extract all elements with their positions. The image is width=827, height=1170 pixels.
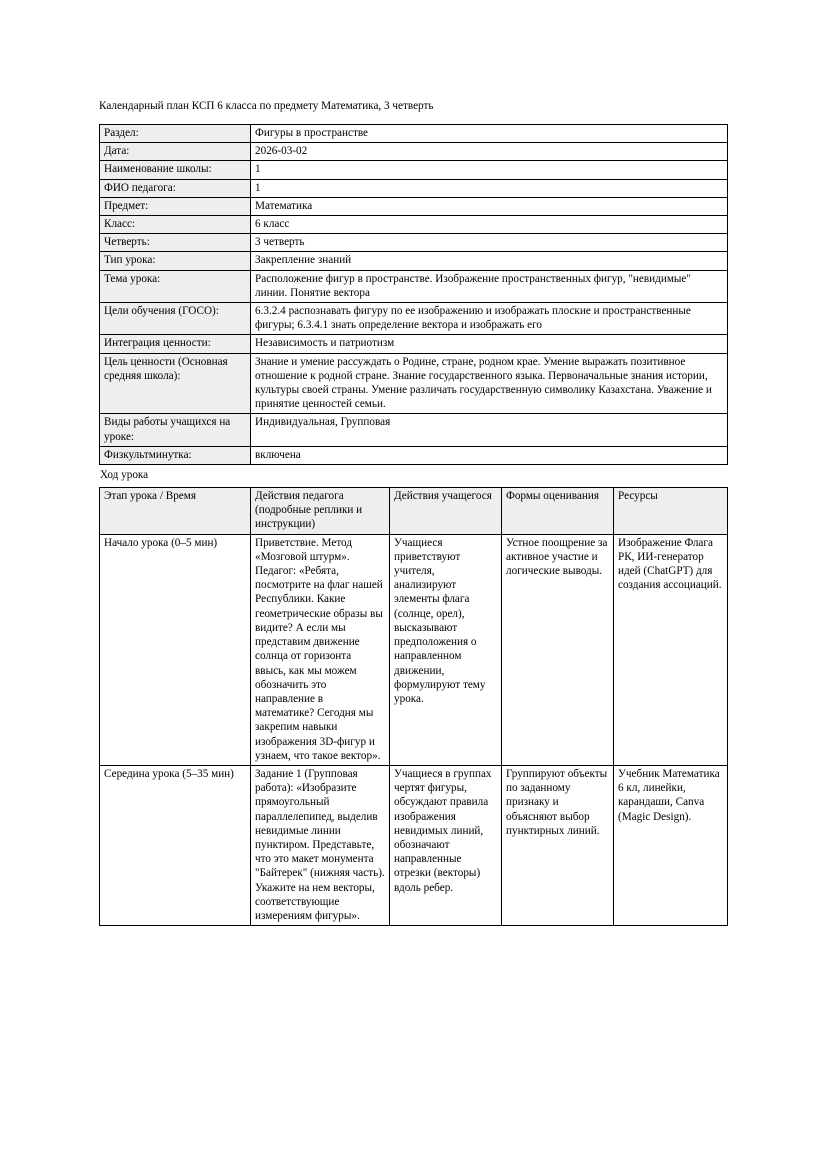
info-label: Интеграция ценности: xyxy=(100,335,251,353)
info-label: Четверть: xyxy=(100,234,251,252)
info-label: Виды работы учащихся на уроке: xyxy=(100,414,251,446)
info-value: 1 xyxy=(251,179,728,197)
section-caption-lesson-flow: Ход урока xyxy=(100,469,149,482)
table-row xyxy=(100,216,728,234)
table-row xyxy=(100,197,728,215)
lesson-flow-header xyxy=(100,488,728,535)
cell-student-actions: Учащиеся приветствуют учителя, анализируют элементы флага (солнце, орел), высказывают предположения о направленном движении, формулируют тему урока. xyxy=(390,534,502,765)
table-header-row xyxy=(100,488,728,535)
cell-assessment-forms: Устное поощрение за активное участие и логические выводы. xyxy=(502,534,614,765)
info-label: Класс: xyxy=(100,216,251,234)
info-label: Физкультминутка: xyxy=(100,446,251,464)
info-value: 6 класс xyxy=(251,216,728,234)
table-row xyxy=(100,353,728,414)
info-label: Раздел: xyxy=(100,125,251,143)
table-row xyxy=(100,179,728,197)
info-label: Предмет: xyxy=(100,197,251,215)
info-label: Цель ценности (Основная средняя школа): xyxy=(100,353,251,414)
column-header-resources: Ресурсы xyxy=(614,488,728,535)
table-row xyxy=(100,161,728,179)
table-row xyxy=(100,446,728,464)
cell-stage: Начало урока (0–5 мин) xyxy=(100,534,251,765)
table-row xyxy=(100,303,728,335)
page-title: Календарный план КСП 6 класса по предмету Математика, 3 четверть xyxy=(99,100,434,112)
table-row xyxy=(100,270,728,302)
cell-stage: Середина урока (5–35 мин) xyxy=(100,765,251,925)
info-label: Дата: xyxy=(100,143,251,161)
cell-student-actions: Учащиеся в группах чертят фигуры, обсуждают правила изображения невидимых линий, обозначают направленные отрезки (векторы) вдоль ребер. xyxy=(390,765,502,925)
cell-assessment-forms: Группируют объекты по заданному признаку и объясняют выбор пунктирных линий. xyxy=(502,765,614,925)
lesson-flow-table xyxy=(99,487,728,926)
cell-resources: Изображение Флага РК, ИИ-генератор идей (ChatGPT) для создания ассоциаций. xyxy=(614,534,728,765)
table-row xyxy=(100,534,728,765)
cell-teacher-actions: Приветствие. Метод «Мозговой штурм». Педагог: «Ребята, посмотрите на флаг нашей Республики. Какие геометрические образы вы видите? А если мы представим движение солнца от горизонта ввысь, как мы можем обозначить это направление в математике? Сегодня мы закрепим навыки изображения 3D-фигур и узнаем, что такое вектор». xyxy=(251,534,390,765)
column-header-stage: Этап урока / Время xyxy=(100,488,251,535)
table-row xyxy=(100,234,728,252)
cell-resources: Учебник Математика 6 кл, линейки, карандаши, Canva (Magic Design). xyxy=(614,765,728,925)
table-row xyxy=(100,252,728,270)
table-row xyxy=(100,414,728,446)
info-label: Тема урока: xyxy=(100,270,251,302)
info-value: Закрепление знаний xyxy=(251,252,728,270)
lesson-info-body xyxy=(100,125,728,465)
info-label: Тип урока: xyxy=(100,252,251,270)
column-header-assessment-forms: Формы оценивания xyxy=(502,488,614,535)
table-row xyxy=(100,335,728,353)
info-value: включена xyxy=(251,446,728,464)
column-header-teacher-actions: Действия педагога (подробные реплики и инструкции) xyxy=(251,488,390,535)
info-value: 3 четверть xyxy=(251,234,728,252)
info-value: Индивидуальная, Групповая xyxy=(251,414,728,446)
info-value: 1 xyxy=(251,161,728,179)
info-value: Фигуры в пространстве xyxy=(251,125,728,143)
lesson-flow-body xyxy=(100,534,728,925)
table-row xyxy=(100,765,728,925)
info-value: Независимость и патриотизм xyxy=(251,335,728,353)
info-value: Расположение фигур в пространстве. Изображение пространственных фигур, "невидимые" линии. Понятие вектора xyxy=(251,270,728,302)
info-value: Знание и умение рассуждать о Родине, стране, родном крае. Умение выражать позитивное отношение к родной стране. Знание государственного языка. Первоначальные знания истории, культуры своей страны. Умение различать государственную символику Казахстана. Уважение и принятие ценностей семьи. xyxy=(251,353,728,414)
info-label: Наименование школы: xyxy=(100,161,251,179)
info-value: 6.3.2.4 распознавать фигуру по ее изображению и изображать плоские и пространственные фигуры; 6.3.4.1 знать определение вектора и изображать его xyxy=(251,303,728,335)
info-value: 2026-03-02 xyxy=(251,143,728,161)
cell-teacher-actions: Задание 1 (Групповая работа): «Изобразите прямоугольный параллелепипед, выделив невидимые линии пунктиром. Представьте, что это макет монумента "Байтерек" (нижняя часть). Укажите на нем векторы, соответствующие измерениям фигуры». xyxy=(251,765,390,925)
table-row xyxy=(100,125,728,143)
table-row xyxy=(100,143,728,161)
info-value: Математика xyxy=(251,197,728,215)
info-label: Цели обучения (ГОСО): xyxy=(100,303,251,335)
column-header-student-actions: Действия учащегося xyxy=(390,488,502,535)
lesson-info-table xyxy=(99,124,728,465)
info-label: ФИО педагога: xyxy=(100,179,251,197)
